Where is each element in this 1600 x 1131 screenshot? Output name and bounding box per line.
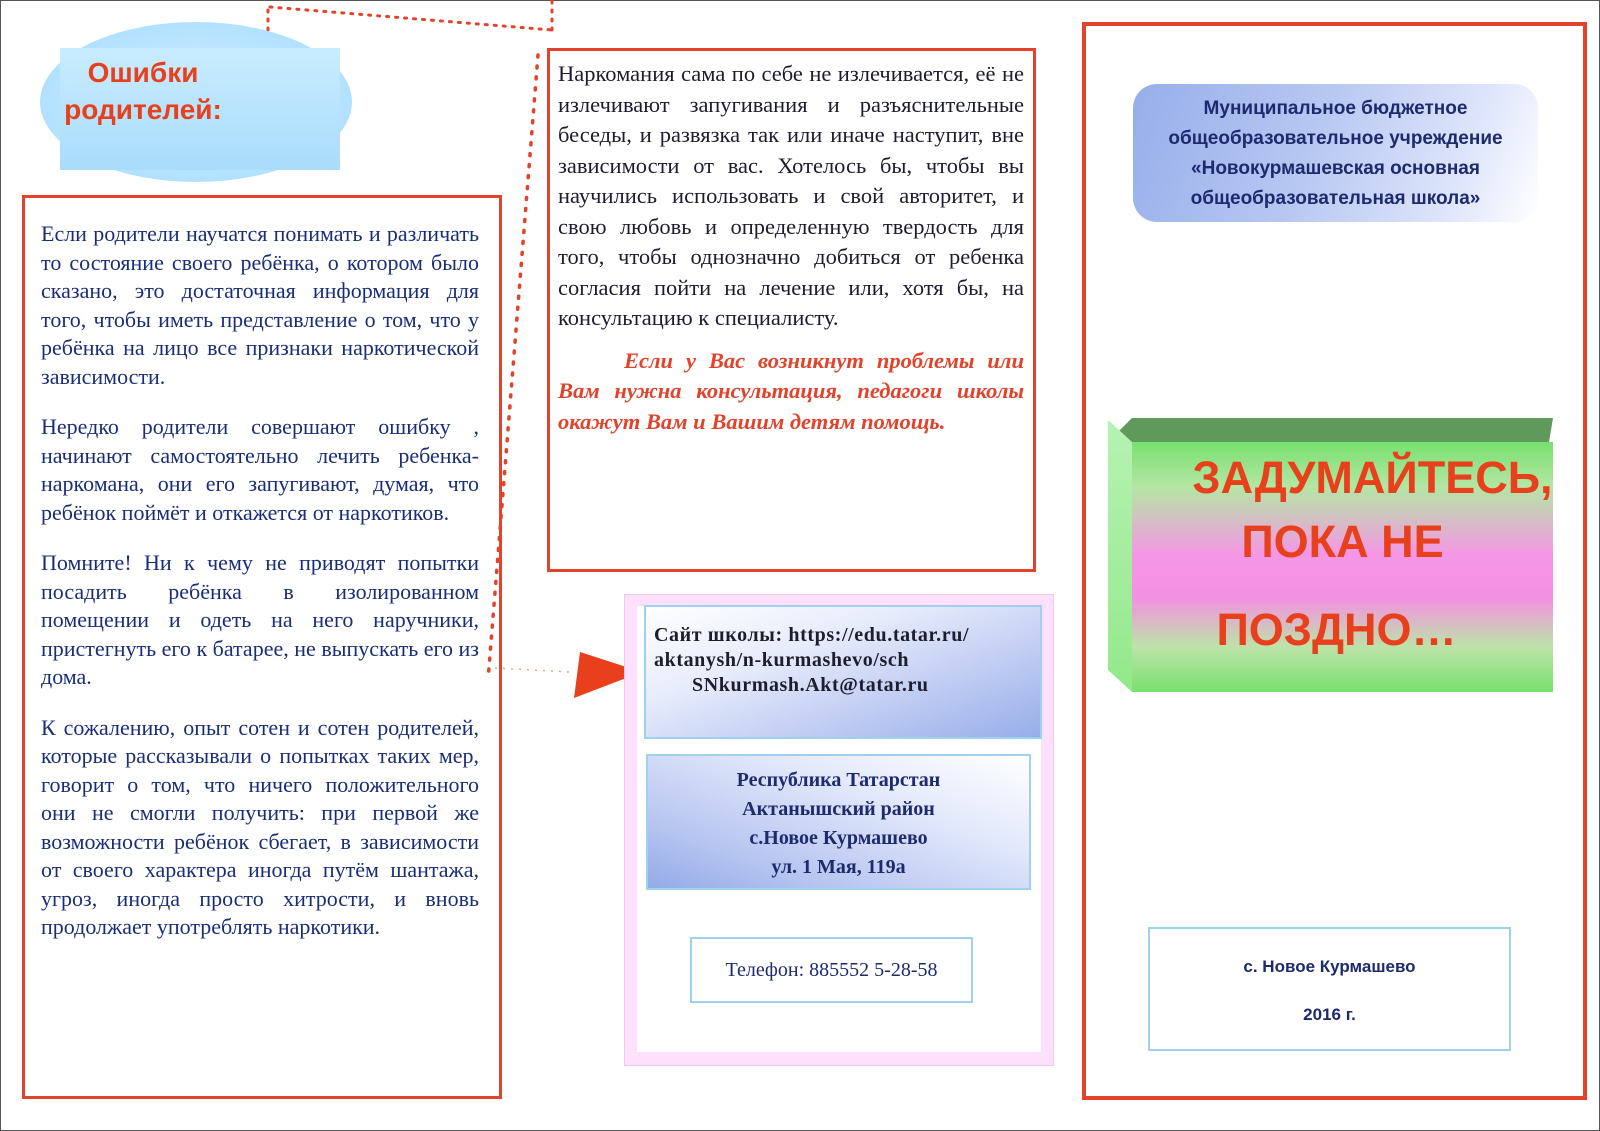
paragraph: Помните! Ни к чему не приводят попытки посадить ребёнка в изолированном помещении и одеть на него наручники, пристегнуть его к батарее, не выпускать его из дома. [41,550,479,689]
headline-cube [1132,442,1553,692]
headline-cube-top [1108,418,1553,442]
organization-name-box [1133,84,1538,222]
address-box [646,754,1031,890]
headline-line: ПОЗДНО… [1216,604,1457,655]
org-line: общеобразовательное учреждение [1168,128,1503,149]
footer-year: 2016 г. [1303,1005,1356,1024]
footer-place: с. Новое Курмашево [1243,957,1416,976]
address-line: Актанышский район [742,798,935,820]
help-offer-text: Если у Вас возникнут проблемы или Вам нужна консультация, педагоги школы окажут Вам и Вашим детям помощь. [558,347,1024,434]
advice-paragraph: Наркомания сама по себе не излечивается, её не излечивают запугивания и разъяснительные беседы, и развязка так или иначе наступит, вне зависимости от вас. Хотелось бы, чтобы вы научились использовать и свой авторитет, и свою любовь и определенную твердость для того, чтобы однозначно добиться от ребенка согласия пойти на лечение или, хотя бы, на консультацию к специалисту. [558,61,1024,330]
cover-footer-box [1148,927,1511,1051]
website-label[interactable]: Сайт школы: https://edu.tatar.ru/ [654,624,970,646]
address-line: с.Новое Курмашево [749,827,928,849]
org-line: Муниципальное бюджетное [1203,98,1468,119]
paragraph: Нередко родители совершают ошибку , начинают самостоятельно лечить ребенка-наркомана, они его запугивают, думая, что ребёнок поймёт и откажется от наркотиков. [41,414,479,525]
addiction-advice-box [547,48,1036,572]
website-url-continued[interactable]: aktanysh/n-kurmashevo/sch [654,649,910,671]
headline-line: ЗАДУМАЙТЕСЬ, [1192,452,1553,503]
email-address[interactable]: SNkurmash.Akt@tatar.ru [692,674,929,696]
section-title: Ошибки родителей: [64,57,222,125]
org-line: общеобразовательная школа» [1190,188,1481,209]
address-line: Республика Татарстан [736,769,941,791]
paragraph: Если родители научатся понимать и различать то состояние своего ребёнка, о котором было сказано, это достаточная информация для того, чтобы иметь представление о том, что у ребёнка на лицо все признаки наркотической зависимости. [41,221,479,389]
address-line: ул. 1 Мая, 119а [771,856,906,878]
paragraph: К сожалению, опыт сотен и сотен родителей, которые рассказывали о попытках таких мер, говорит о том, что ничего положительного они не смогли получить: при первой же возможности ребёнок сбегает, в зависимости от своего характера иногда путём шантажа, угроз, иногда просто хитрости, и вновь продолжает употреблять наркотики. [41,714,479,939]
headline-cube-side [1108,420,1132,692]
headline-line: ПОКА НЕ [1241,516,1444,567]
dotted-connector-arrow [495,668,570,672]
parents-mistakes-text-box [22,195,502,1099]
org-line: «Новокурмашевская основная [1191,158,1480,179]
phone-box: Телефон: 885552 5-28-58 [690,937,973,1003]
school-website-box [644,605,1042,739]
